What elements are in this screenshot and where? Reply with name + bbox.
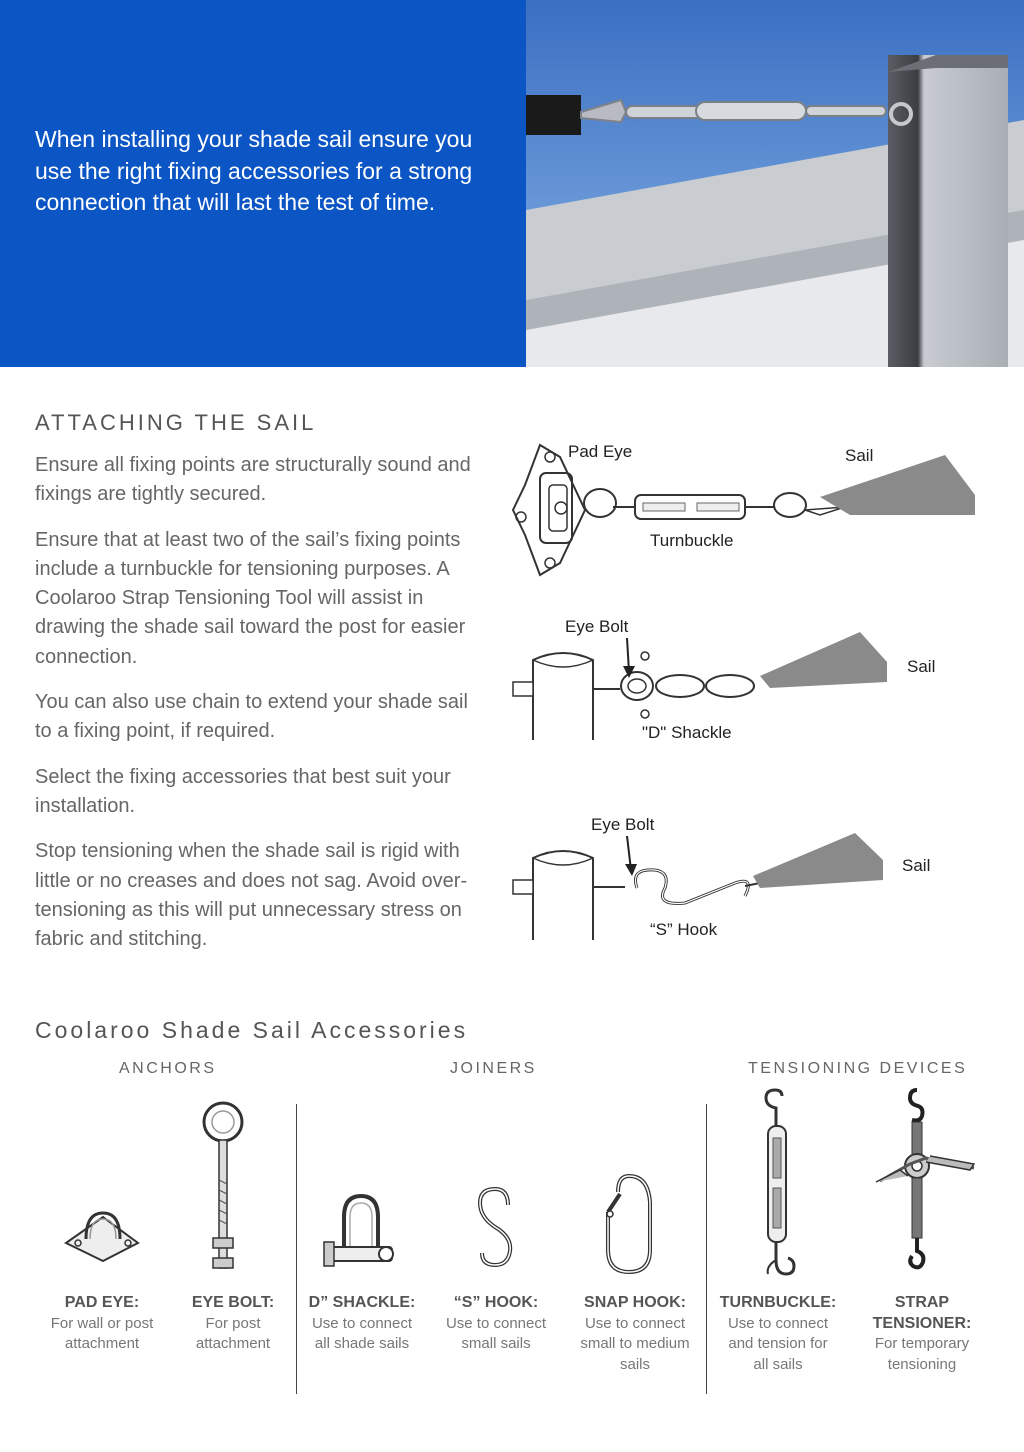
accessories-title: Coolaroo Shade Sail Accessories bbox=[35, 1017, 469, 1043]
caption-strap-tensioner bbox=[860, 1293, 984, 1375]
paragraph: Ensure that at least two of the sail’s fixing points include a turnbuckle for tensioning purposes. A Coolaroo Strap Tensioning Tool will assist in drawing the shade sail toward the post for easier connection. bbox=[35, 528, 466, 668]
eye-bolt-icon bbox=[198, 1100, 248, 1280]
product-desc: For post bbox=[205, 1314, 261, 1332]
product-desc: Use to connect bbox=[584, 1314, 686, 1332]
product-name: SNAP HOOK: bbox=[584, 1294, 686, 1311]
strap-tensioner-icon bbox=[870, 1086, 980, 1276]
product-desc: For temporary bbox=[874, 1335, 970, 1352]
paragraph: You can also use chain to extend your shade sail to a fixing point, if required. bbox=[35, 691, 468, 743]
product-name: “S” HOOK: bbox=[453, 1294, 539, 1311]
product-desc: all shade sails bbox=[314, 1335, 410, 1352]
d-shackle-icon bbox=[322, 1192, 400, 1277]
product-name: STRAP bbox=[894, 1294, 950, 1311]
label-s-hook: “S” Hook bbox=[650, 920, 718, 939]
label-sail: Sail bbox=[902, 856, 931, 875]
product-desc: and tension for bbox=[728, 1335, 828, 1352]
product-name-line2: TENSIONER: bbox=[872, 1314, 972, 1332]
product-name: EYE BOLT: bbox=[191, 1294, 275, 1311]
product-desc: Use to connect bbox=[727, 1314, 829, 1332]
label-pad-eye: Pad Eye bbox=[568, 442, 633, 461]
product-desc: tensioning bbox=[887, 1355, 957, 1373]
hero-photo-turnbuckle bbox=[526, 0, 1024, 367]
hero-text: When installing your shade sail ensure you use the right fixing accessories for a strong connection that will last the test of time. bbox=[35, 126, 473, 215]
hero-banner bbox=[0, 0, 1024, 367]
snap-hook-icon bbox=[598, 1172, 660, 1277]
product-desc: sails bbox=[619, 1355, 650, 1373]
s-hook-icon bbox=[470, 1185, 522, 1270]
product-desc: small to medium bbox=[580, 1335, 690, 1352]
paragraph: Select the fixing accessories that best suit your installation. bbox=[35, 765, 451, 817]
label-eye-bolt: Eye Bolt bbox=[591, 815, 655, 834]
label-d-shackle: "D" Shackle bbox=[642, 723, 732, 742]
attaching-body bbox=[35, 451, 490, 970]
category-anchors: ANCHORS bbox=[119, 1060, 217, 1077]
caption-turnbuckle bbox=[714, 1293, 842, 1375]
category-tensioning-devices: TENSIONING DEVICES bbox=[748, 1060, 968, 1077]
product-desc: attachment bbox=[64, 1335, 140, 1352]
product-name: PAD EYE: bbox=[64, 1294, 140, 1311]
caption-d-shackle bbox=[300, 1293, 424, 1355]
product-desc: attachment bbox=[195, 1335, 271, 1352]
product-name: TURNBUCKLE: bbox=[719, 1294, 837, 1311]
diagram-eye-bolt-s-hook bbox=[505, 808, 995, 948]
product-desc: small sails bbox=[461, 1335, 531, 1352]
paragraph: Ensure all fixing points are structurally sound and fixings are tightly secured. bbox=[35, 454, 471, 506]
diagram-pad-eye-turnbuckle bbox=[505, 435, 995, 585]
caption-s-hook bbox=[434, 1293, 558, 1355]
diagram-eye-bolt-d-shackle bbox=[505, 610, 995, 750]
divider bbox=[706, 1104, 707, 1394]
attaching-title: ATTACHING THE SAIL bbox=[35, 410, 317, 435]
divider bbox=[296, 1104, 297, 1394]
turnbuckle-icon bbox=[754, 1088, 804, 1280]
caption-snap-hook bbox=[566, 1293, 704, 1375]
category-joiners: JOINERS bbox=[450, 1060, 537, 1077]
caption-pad-eye bbox=[36, 1293, 168, 1355]
caption-eye-bolt bbox=[176, 1293, 290, 1355]
label-sail: Sail bbox=[907, 657, 936, 676]
product-desc: all sails bbox=[753, 1355, 803, 1373]
label-turnbuckle: Turnbuckle bbox=[650, 531, 734, 550]
label-eye-bolt: Eye Bolt bbox=[565, 617, 629, 636]
hero-blue-panel bbox=[0, 0, 526, 367]
label-sail: Sail bbox=[845, 446, 874, 465]
product-desc: For wall or post bbox=[50, 1314, 154, 1332]
product-name: D” SHACKLE: bbox=[308, 1294, 416, 1311]
product-desc: Use to connect bbox=[311, 1314, 413, 1332]
pad-eye-icon bbox=[58, 1205, 148, 1265]
product-desc: Use to connect bbox=[445, 1314, 547, 1332]
paragraph: Stop tensioning when the shade sail is rigid with little or no creases and does not sag. Avoid over-tensioning as this will put unnecessary stress on fabric and stitching. bbox=[35, 840, 468, 951]
